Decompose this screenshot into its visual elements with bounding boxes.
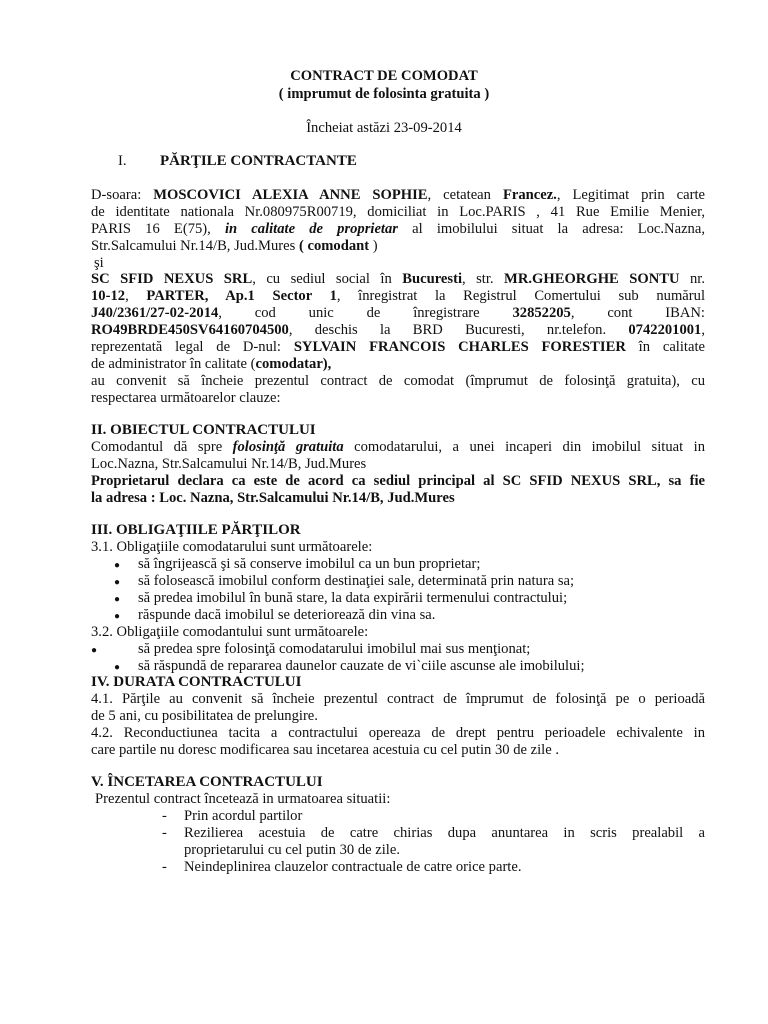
bullet-icon: ● [114,594,121,605]
duration-line-2: de 5 ani, cu posibilitatea de prelungire. [91,708,318,724]
obligation-item: răspunde dacă imobilul se deteriorează din vina sa. [138,607,436,623]
duration-line-1: 4.1. Părţile au convenit să încheie prezentul contract de împrumut de folosinţă pe o perioadă [91,691,705,707]
document-subtitle: ( imprumut de folosinta gratuita ) [278,86,490,102]
bullet-icon: ● [114,662,121,673]
obligations-intro-1: 3.1. Obligaţiile comodatarului sunt următoarele: [91,539,373,555]
termination-item: Rezilierea acestuia de catre chirias dupa anuntarea in scris prealabil a [184,825,705,841]
dash-marker: - [162,808,167,824]
dash-marker: - [162,859,167,875]
section-1-number: I. [118,153,127,169]
party-line-12: respectarea următoarelor clauze: [91,390,281,406]
section-3-title: III. OBLIGAŢIILE PĂRŢILOR [91,522,301,538]
bullet-icon: ● [91,645,98,656]
party-line-1: D-soara: MOSCOVICI ALEXIA ANNE SOPHIE, cetatean Francez., Legitimat prin carte [91,187,705,203]
termination-item: Neindeplinirea clauzelor contractuale de catre orice parte. [184,859,522,875]
obligation-item: să predea imobilul în bună stare, la data expirării termenului contractului; [138,590,568,606]
section-5-title: V. ÎNCETAREA CONTRACTULUI [91,774,323,790]
obligation-item: să îngrijească şi să conserve imobilul ca un bun proprietar; [138,556,481,572]
party-line-4: Str.Salcamului Nr.14/B, Jud.Mures ( comodant ) [91,238,378,254]
bullet-icon: ● [114,611,121,622]
party-line-9: reprezentată legal de D-nul: SYLVAIN FRANCOIS CHARLES FORESTIER în calitate [91,339,705,355]
party-line-11: au convenit să încheie prezentul contract de comodat (împrumut de folosinţă gratuita), cu [91,373,705,389]
bullet-icon: ● [114,577,121,588]
document-title: CONTRACT DE COMODAT [290,68,478,84]
section-2-title: II. OBIECTUL CONTRACTULUI [91,422,316,438]
termination-item-continued: proprietarului cu cel putin 30 de zile. [184,842,400,858]
obligation-item: să răspundă de repararea daunelor cauzate de vi`ciile ascunse ale imobilului; [138,658,585,674]
section-4-title: IV. DURATA CONTRACTULUI [91,674,302,690]
dash-marker: - [162,825,167,841]
party-line-8: RO49BRDE450SV64160704500, deschis la BRD Bucuresti, nr.telefon. 0742201001, [91,322,705,338]
termination-intro: Prezentul contract încetează in urmatoarea situatii: [95,791,391,807]
bullet-icon: ● [114,560,121,571]
obligations-intro-2: 3.2. Obligaţiile comodantului sunt următoarele: [91,624,369,640]
party-line-6: 10-12, PARTER, Ap.1 Sector 1, înregistrat la Registrul Comertului sub numărul [91,288,706,304]
object-line-3: Proprietarul declara ca este de acord ca sediul principal al SC SFID NEXUS SRL, sa fie [91,473,705,489]
duration-line-3: 4.2. Reconductiunea tacita a contractului opereaza de drept pentru perioadele echivalente in [91,725,705,741]
party-line-10: de administrator în calitate (comodatar), [91,356,332,372]
party-line-2: de identitate nationala Nr.080975R00719, domiciliat in Loc.PARIS , 41 Rue Emilie Menier, [91,204,705,220]
section-1-title: PĂRŢILE CONTRACTANTE [160,153,357,169]
termination-item: Prin acordul partilor [184,808,303,824]
object-line-2: Loc.Nazna, Str.Salcamului Nr.14/B, Jud.Mures [91,456,367,472]
date-line: Încheiat astăzi 23-09-2014 [306,120,462,136]
obligation-item: să folosească imobilul conform destinaţiei sale, determinată prin natura sa; [138,573,575,589]
duration-line-4: care partile nu doresc modificarea sau incetarea acestuia cu cel putin 30 de zile . [91,742,559,758]
object-line-1: Comodantul dă spre folosinţă gratuita comodatarului, a unei incaperi din imobilul situat in [91,439,705,455]
obligation-item: să predea spre folosinţă comodatarului imobilul mai sus menţionat; [138,641,531,657]
and-conjunction: şi [94,255,104,271]
object-line-4: la adresa : Loc. Nazna, Str.Salcamului Nr.14/B, Jud.Mures [91,490,455,506]
party-line-3: PARIS 16 E(75), in calitate de proprietar al imobilului situat la adresa: Loc.Nazna, [91,221,705,237]
party-line-7: J40/2361/27-02-2014, cod unic de înregistrare 32852205, cont IBAN: [91,305,705,321]
party-line-5: SC SFID NEXUS SRL, cu sediul social în Bucuresti, str. MR.GHEORGHE SONTU nr. [91,271,706,287]
